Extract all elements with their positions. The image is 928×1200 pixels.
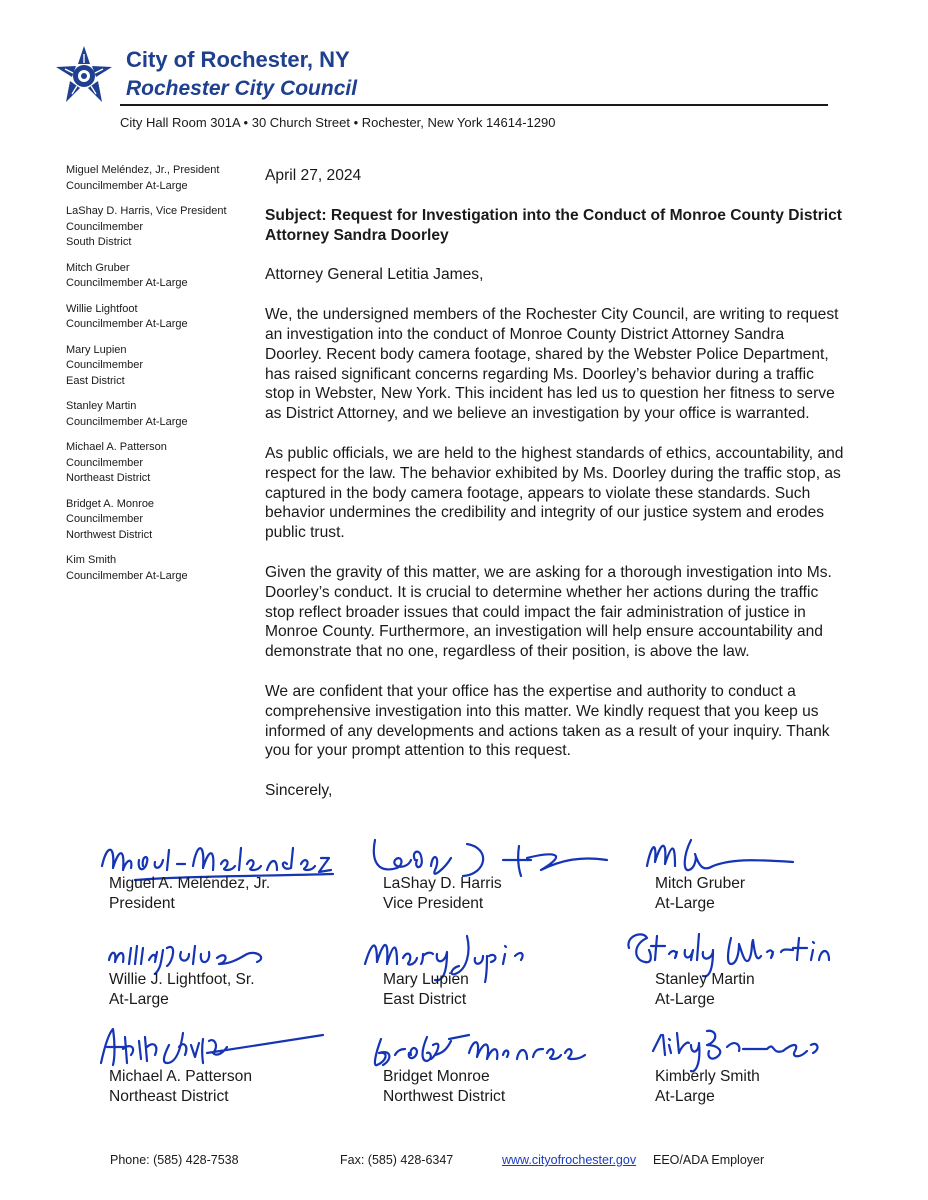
signatory-name: Bridget Monroe [383, 1068, 490, 1085]
council-member-name: LaShay D. Harris, Vice President [66, 205, 227, 217]
council-member-role: Northeast District [66, 472, 151, 484]
signatory-name: Mary Lupien [383, 971, 469, 988]
signatory-name: Stanley Martin [655, 971, 755, 988]
signatory-title: East District [383, 990, 467, 1008]
signature-block [655, 1029, 895, 1105]
council-member-role: Councilmember At-Large [66, 179, 188, 192]
council-member-entry [66, 204, 246, 251]
signatory-title: Vice President [383, 894, 484, 912]
council-member-entry [66, 163, 246, 194]
letter-paragraph: Given the gravity of this matter, we are asking for a thorough investigation into Ms. Doorley’s conduct. It is crucial to determine whether her actions during the traffic stop reflect broader issues that could impact the fair administration of justice in Monroe County. Furthermore, an investigation will help ensure accountability and demonstrate that no one, regardless of their position, is above the law. [265, 563, 832, 661]
council-member-role: South District [66, 236, 132, 248]
signatory-name: Mitch Gruber [655, 875, 746, 892]
footer-phone: Phone: (585) 428-7538 [110, 1153, 239, 1167]
signatory-name: LaShay D. Harris [383, 875, 502, 892]
council-member-sidebar [66, 163, 246, 594]
council-member-name: Stanley Martin [66, 400, 137, 412]
council-member-role: Councilmember At-Large [66, 277, 188, 289]
signatory-title: At-Large [655, 990, 715, 1008]
council-member-entry [66, 302, 246, 333]
signature-block [383, 932, 623, 1008]
council-member-entry [66, 343, 246, 390]
council-member-entry [66, 399, 246, 430]
council-member-role: Northwest District [66, 528, 153, 541]
council-member-name: Mitch Gruber [66, 261, 130, 274]
signatory-title: Northeast District [109, 1087, 229, 1105]
signatory-name: Willie J. Lightfoot, Sr. [109, 971, 255, 988]
council-member-role: Councilmember [66, 359, 144, 371]
signature-block [383, 1029, 623, 1105]
signatory-name: Miguel A. Meléndez, Jr. [109, 875, 271, 892]
signature-block [655, 836, 895, 912]
signature-block [109, 932, 349, 1008]
letter-paragraph: We are confident that your office has the expertise and authority to conduct a comprehensive investigation into this matter. We kindly request that you keep us informed of any developments and actions taken as a result of your inquiry. Thank you for your prompt attention to this request. [265, 682, 830, 760]
footer-fax: Fax: (585) 428-6347 [340, 1153, 454, 1167]
letter-date: April 27, 2024 [265, 167, 362, 184]
signatory-title: At-Large [655, 1087, 715, 1105]
council-member-entry [66, 440, 246, 487]
council-member-role: Councilmember [66, 456, 144, 469]
letter-paragraph: We, the undersigned members of the Rochester City Council, are writing to request an investigation into the conduct of Monroe County District Attorney Sandra Doorley. Recent body camera footage, shared by the Webster Police Department, has raised significant concerns regarding Ms. Doorley’s behavior during a traffic stop in Webster, New York. This incident has led us to question her fitness to serve as District Attorney, and we believe an investigation by your office is warranted. [265, 306, 839, 423]
letter-paragraph: As public officials, we are held to the highest standards of ethics, accountability, and respect for the law. The behavior exhibited by Ms. Doorley during the traffic stop, as captured in the body camera footage, appears to violate these standards. Such behavior undermines the credibility and integrity of our justice system and erodes public trust. [265, 444, 844, 542]
council-member-role: Councilmember At-Large [66, 318, 188, 330]
org-name: City of Rochester, NY [126, 47, 350, 72]
council-member-role: Councilmember At-Large [66, 415, 188, 428]
council-member-name: Miguel Meléndez, Jr., President [66, 164, 220, 176]
council-member-name: Mary Lupien [66, 343, 127, 356]
council-member-entry [66, 553, 246, 584]
rochester-flower-logo-icon [52, 44, 116, 108]
signatory-name: Kimberly Smith [655, 1068, 760, 1085]
signature-block [109, 1029, 349, 1105]
letter-subject: Subject: Request for Investigation into the Conduct of Monroe County District Attorney Sandra Doorley [265, 206, 842, 244]
council-member-name: Michael A. Patterson [66, 441, 167, 453]
signatory-title: At-Large [109, 990, 169, 1008]
signatory-name: Michael A. Patterson [109, 1068, 253, 1085]
council-member-name: Bridget A. Monroe [66, 497, 155, 510]
footer-eeo-statement: EEO/ADA Employer [653, 1153, 765, 1167]
signature-block [655, 932, 895, 1008]
signature-block [109, 836, 349, 912]
council-name: Rochester City Council [126, 77, 358, 100]
footer-website-link[interactable]: www.cityofrochester.gov [502, 1153, 637, 1167]
council-member-role: Councilmember At-Large [66, 569, 188, 582]
council-member-role: East District [66, 374, 125, 387]
letter-closing: Sincerely, [265, 782, 333, 800]
city-hall-address: City Hall Room 301A • 30 Church Street • Rochester, New York 14614-1290 [120, 115, 556, 130]
letter-salutation: Attorney General Letitia James, [265, 266, 484, 284]
council-member-role: Councilmember [66, 220, 144, 233]
council-member-entry [66, 497, 246, 544]
council-member-entry [66, 261, 246, 292]
signatory-title: Northwest District [383, 1087, 506, 1105]
signatory-title: President [109, 894, 175, 912]
council-member-name: Willie Lightfoot [66, 302, 138, 315]
signature-block [383, 836, 623, 912]
header-divider [120, 104, 828, 106]
signatory-title: At-Large [655, 894, 715, 912]
letter-body [265, 166, 845, 801]
council-member-role: Councilmember [66, 513, 144, 525]
council-member-name: Kim Smith [66, 554, 117, 566]
